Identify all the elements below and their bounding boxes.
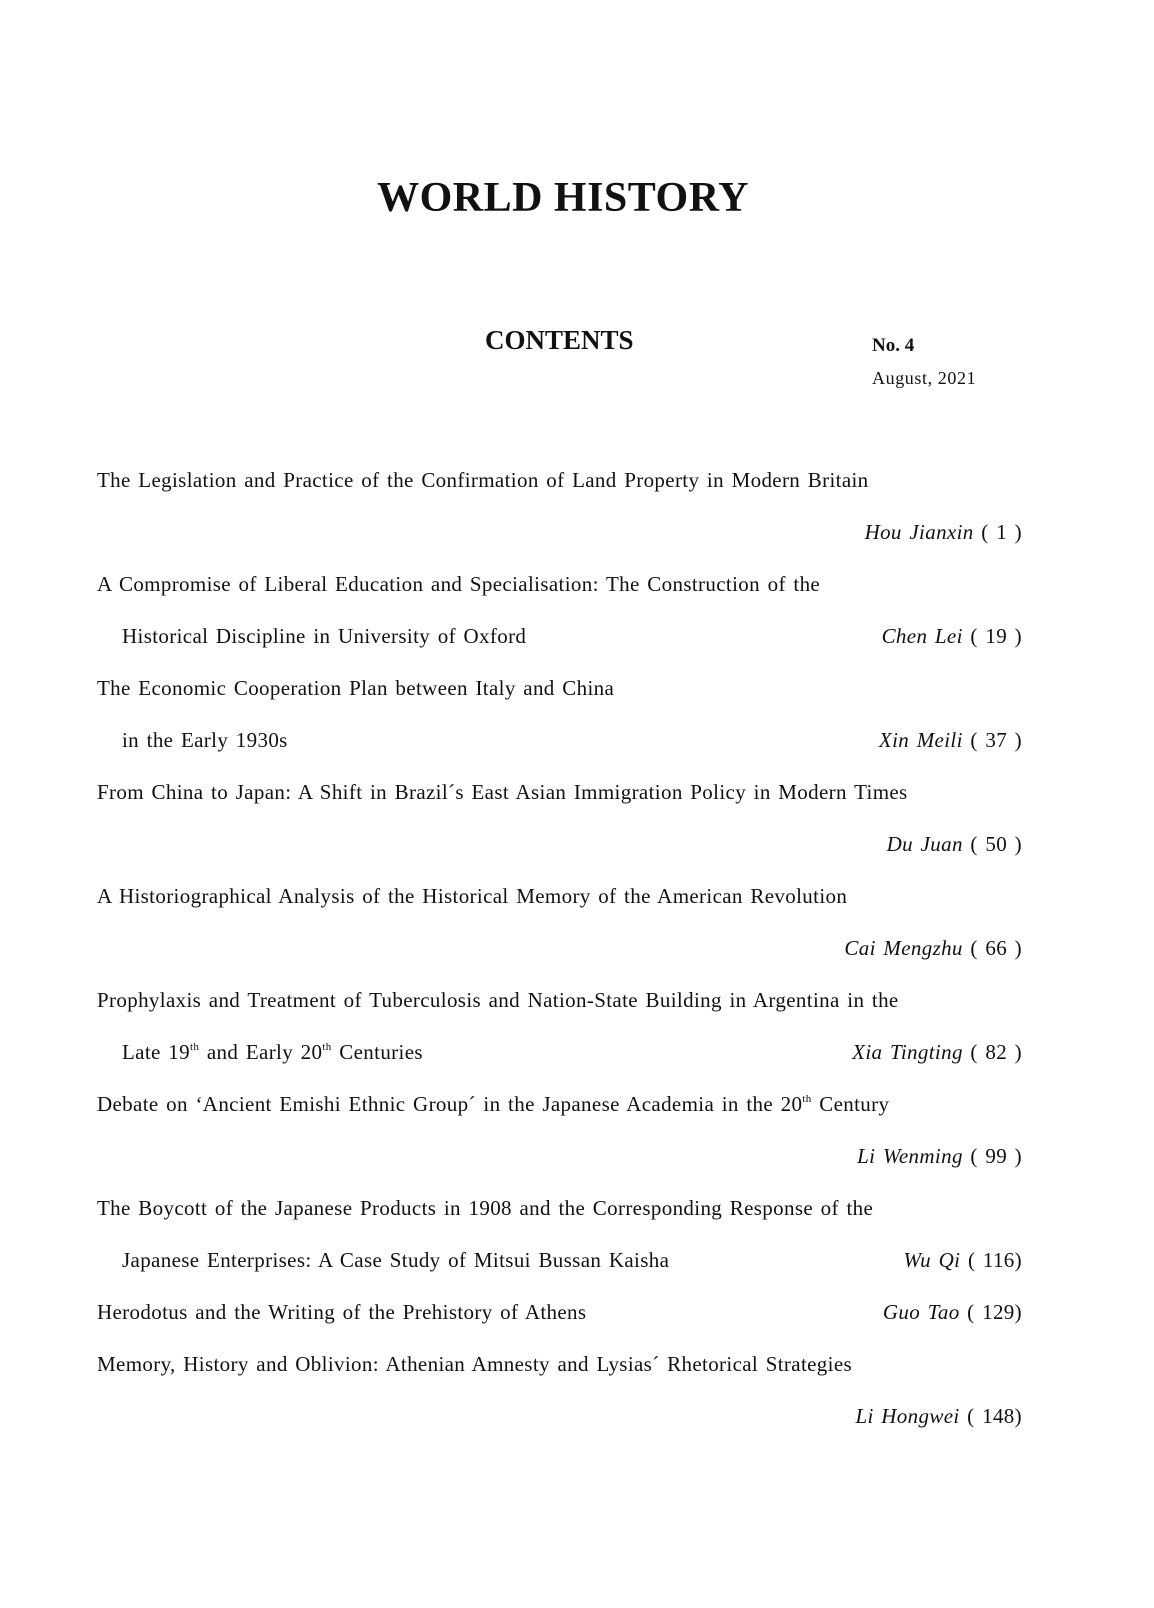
title-part: Centuries bbox=[331, 1040, 423, 1064]
article-title[interactable]: The Boycott of the Japanese Products in 1908 and the Corresponding Response of the bbox=[97, 1196, 874, 1220]
article-title-continued[interactable] bbox=[97, 1040, 423, 1064]
toc-entry-title-continued bbox=[97, 1242, 1022, 1294]
article-title-continued[interactable]: in the Early 1930s bbox=[122, 728, 288, 752]
title-part: Late 19 bbox=[122, 1040, 191, 1064]
article-page[interactable]: ( 50 ) bbox=[970, 832, 1022, 856]
article-title[interactable]: Prophylaxis and Treatment of Tuberculosis and Nation-State Building in Argentina in the bbox=[97, 988, 899, 1012]
table-of-contents bbox=[97, 462, 1022, 1450]
toc-entry-title bbox=[97, 1190, 1022, 1242]
article-page[interactable]: ( 99 ) bbox=[970, 1144, 1022, 1168]
article-author: Wu Qi bbox=[903, 1248, 961, 1272]
toc-entry-title bbox=[97, 566, 1022, 618]
toc-entry-title bbox=[97, 1086, 1022, 1138]
article-page[interactable]: ( 129) bbox=[967, 1300, 1022, 1324]
contents-heading: CONTENTS bbox=[485, 325, 634, 355]
article-title[interactable]: The Legislation and Practice of the Confirmation of Land Property in Modern Britain bbox=[97, 468, 869, 492]
toc-entry-title bbox=[97, 1294, 1022, 1346]
article-author: Chen Lei bbox=[881, 624, 963, 648]
toc-entry-author-line bbox=[97, 826, 1022, 878]
journal-title: WORLD HISTORY bbox=[377, 175, 749, 221]
toc-entry-author-line bbox=[97, 1398, 1022, 1450]
article-page[interactable]: ( 116) bbox=[967, 1248, 1022, 1272]
article-title[interactable]: Memory, History and Oblivion: Athenian Amnesty and Lysias´ Rhetorical Strategies bbox=[97, 1352, 853, 1376]
toc-entry-title bbox=[97, 774, 1022, 826]
ordinal-suffix: th bbox=[322, 1041, 332, 1053]
toc-entry-title-continued bbox=[97, 1034, 1022, 1086]
article-title[interactable]: A Compromise of Liberal Education and Specialisation: The Construction of the bbox=[97, 572, 821, 596]
toc-entry-title bbox=[97, 878, 1022, 930]
article-title[interactable]: Herodotus and the Writing of the Prehistory of Athens bbox=[97, 1300, 587, 1324]
article-author: Cai Mengzhu bbox=[844, 936, 963, 960]
article-author: Guo Tao bbox=[882, 1300, 960, 1324]
article-author: Li Wenming bbox=[857, 1144, 963, 1168]
article-page[interactable]: ( 1 ) bbox=[981, 520, 1022, 544]
toc-entry-title bbox=[97, 670, 1022, 722]
article-author: Hou Jianxin bbox=[864, 520, 974, 544]
article-title[interactable]: From China to Japan: A Shift in Brazil´s East Asian Immigration Policy in Modern Times bbox=[97, 780, 908, 804]
toc-entry-author-line bbox=[97, 1138, 1022, 1190]
issue-date: August, 2021 bbox=[872, 368, 977, 388]
article-title-continued[interactable]: Japanese Enterprises: A Case Study of Mitsui Bussan Kaisha bbox=[122, 1248, 670, 1272]
article-title-continued[interactable]: Historical Discipline in University of Oxford bbox=[122, 624, 527, 648]
toc-entry-title bbox=[97, 982, 1022, 1034]
toc-entry-title-continued bbox=[97, 722, 1022, 774]
article-author: Xia Tingting bbox=[852, 1040, 963, 1064]
title-part: and Early 20 bbox=[199, 1040, 323, 1064]
toc-entry-author-line bbox=[97, 514, 1022, 566]
toc-entry-author-line bbox=[97, 930, 1022, 982]
article-page[interactable]: ( 148) bbox=[967, 1404, 1022, 1428]
title-part: Debate on ‘Ancient Emishi Ethnic Group´ in the Japanese Academia in the 20 bbox=[97, 1092, 803, 1116]
title-part: Century bbox=[811, 1092, 890, 1116]
toc-entry-title-continued bbox=[97, 618, 1022, 670]
toc-entry-title bbox=[97, 462, 1022, 514]
issue-number: No. 4 bbox=[872, 335, 915, 356]
article-title[interactable] bbox=[97, 1092, 889, 1116]
ordinal-suffix: th bbox=[190, 1041, 200, 1053]
article-page[interactable]: ( 82 ) bbox=[970, 1040, 1022, 1064]
ordinal-suffix: th bbox=[802, 1093, 812, 1105]
article-page[interactable]: ( 66 ) bbox=[970, 936, 1022, 960]
article-title[interactable]: A Historiographical Analysis of the Historical Memory of the American Revolution bbox=[97, 884, 848, 908]
article-title[interactable]: The Economic Cooperation Plan between Italy and China bbox=[97, 676, 615, 700]
article-page[interactable]: ( 37 ) bbox=[970, 728, 1022, 752]
article-author: Du Juan bbox=[886, 832, 963, 856]
toc-entry-title bbox=[97, 1346, 1022, 1398]
article-author: Li Hongwei bbox=[855, 1404, 960, 1428]
article-author: Xin Meili bbox=[878, 728, 963, 752]
article-page[interactable]: ( 19 ) bbox=[970, 624, 1022, 648]
